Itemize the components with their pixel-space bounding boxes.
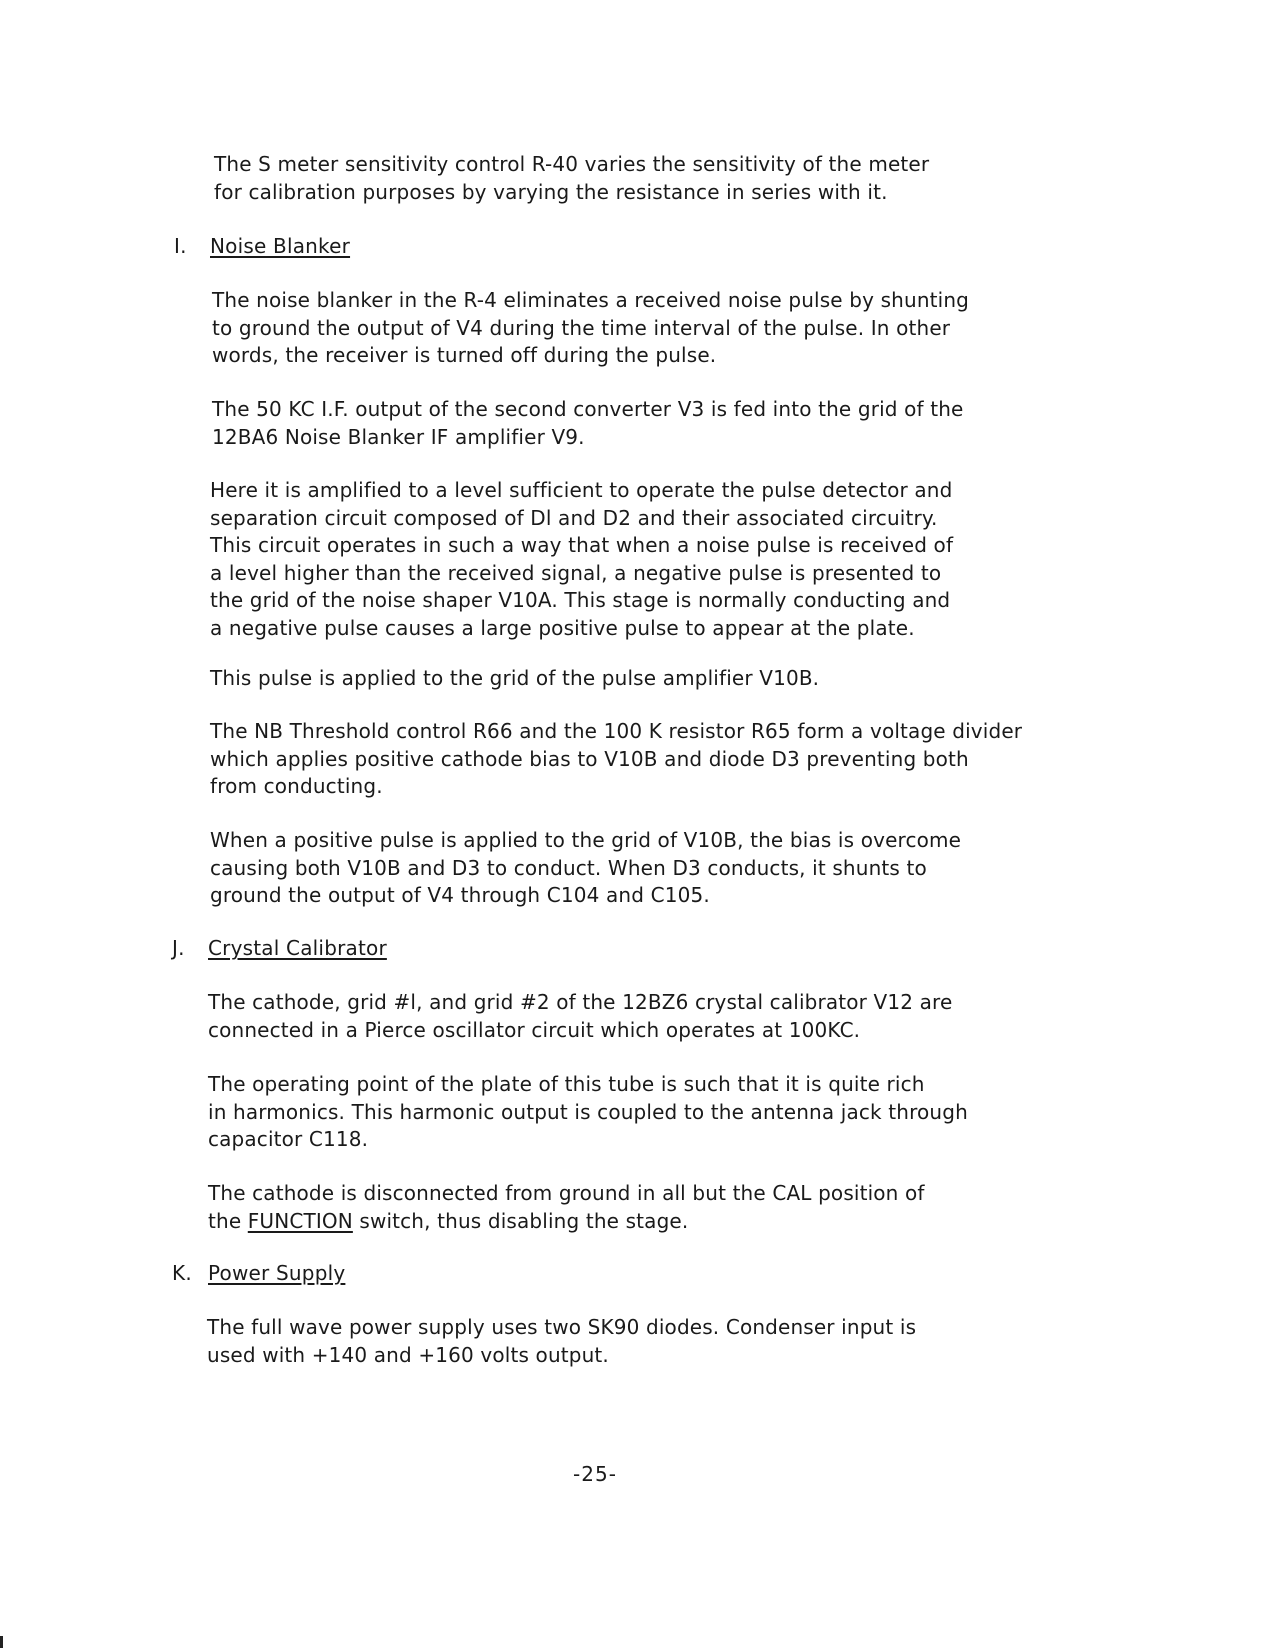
paragraph-nb-conduct [210, 827, 961, 910]
section-heading-crystal-calibrator [172, 935, 387, 962]
text-line: causing both V10B and D3 to conduct. When D3 conducts, it shunts to [210, 855, 927, 880]
section-heading-power-supply [172, 1260, 345, 1287]
text-line: the grid of the noise shaper V10A. This stage is normally conducting and [210, 588, 951, 612]
paragraph-nb-if [212, 396, 964, 451]
text-line: to ground the output of V4 during the time interval of the pulse. In other [212, 315, 951, 340]
page-number: -25- [573, 1462, 617, 1486]
paragraph-nb-amplifier [210, 665, 819, 693]
text-line: a negative pulse causes a large positive pulse to appear at the plate. [210, 615, 915, 640]
text-line: The operating point of the plate of this tube is such that it is quite rich [208, 1072, 925, 1096]
text-line: which applies positive cathode bias to V10B and diode D3 preventing both [210, 746, 969, 771]
section-letter: J. [172, 936, 185, 960]
text-line: in harmonics. This harmonic output is coupled to the antenna jack through [208, 1099, 968, 1124]
text-line: used with +140 and +160 volts output. [207, 1342, 609, 1367]
text-line: The cathode is disconnected from ground in all but the CAL position of [208, 1181, 925, 1205]
text-line: connected in a Pierce oscillator circuit which operates at 100KC. [208, 1017, 861, 1042]
text-line: words, the receiver is turned off during the pulse. [212, 343, 717, 367]
text-line: When a positive pulse is applied to the grid of V10B, the bias is overcome [210, 828, 962, 852]
paragraph-nb-intro [212, 287, 969, 370]
text-line: a level higher than the received signal, a negative pulse is presented to [210, 560, 942, 585]
section-title: Crystal Calibrator [208, 936, 387, 960]
scan-speck [0, 1636, 3, 1648]
paragraph-cal-oscillator [208, 989, 952, 1044]
function-switch-label: FUNCTION [247, 1208, 353, 1233]
paragraph-nb-threshold [210, 718, 1022, 801]
text-line: This circuit operates in such a way that when a noise pulse is received of [210, 533, 954, 557]
text-line: Here it is amplified to a level sufficient to operate the pulse detector and [210, 478, 953, 502]
paragraph-s-meter [214, 151, 929, 206]
paragraph-nb-detector [210, 477, 953, 642]
text-line: This pulse is applied to the grid of the pulse amplifier V10B. [210, 666, 820, 690]
text-line: for calibration purposes by varying the resistance in series with it. [214, 179, 888, 204]
section-letter: K. [172, 1261, 192, 1285]
text-line: capacitor C118. [208, 1127, 369, 1151]
text-line: The cathode, grid #l, and grid #2 of the 12BZ6 crystal calibrator V12 are [208, 990, 953, 1014]
text-line: separation circuit composed of Dl and D2 and their associated circuitry. [210, 505, 938, 530]
text-line: The 50 KC I.F. output of the second converter V3 is fed into the grid of the [212, 397, 964, 421]
text-line [208, 1208, 925, 1236]
text-line: The NB Threshold control R66 and the 100 K resistor R65 form a voltage divider [210, 719, 1023, 743]
paragraph-power [207, 1314, 916, 1369]
section-title: Power Supply [208, 1261, 346, 1285]
paragraph-cal-cathode [208, 1180, 925, 1235]
text-fragment: switch, thus disabling the stage. [352, 1208, 689, 1233]
text-fragment: the [208, 1208, 248, 1233]
text-line: ground the output of V4 through C104 and C105. [210, 883, 710, 907]
text-line: 12BA6 Noise Blanker IF amplifier V9. [212, 424, 585, 449]
section-heading-noise-blanker [174, 233, 350, 260]
text-line: The full wave power supply uses two SK90 diodes. Condenser input is [207, 1315, 917, 1339]
paragraph-cal-harmonics [208, 1071, 968, 1154]
section-title: Noise Blanker [210, 234, 351, 258]
text-line: The S meter sensitivity control R-40 varies the sensitivity of the meter [214, 152, 930, 176]
text-line: from conducting. [210, 774, 383, 798]
text-line: The noise blanker in the R-4 eliminates a received noise pulse by shunting [212, 288, 970, 312]
section-letter: I. [174, 234, 187, 258]
